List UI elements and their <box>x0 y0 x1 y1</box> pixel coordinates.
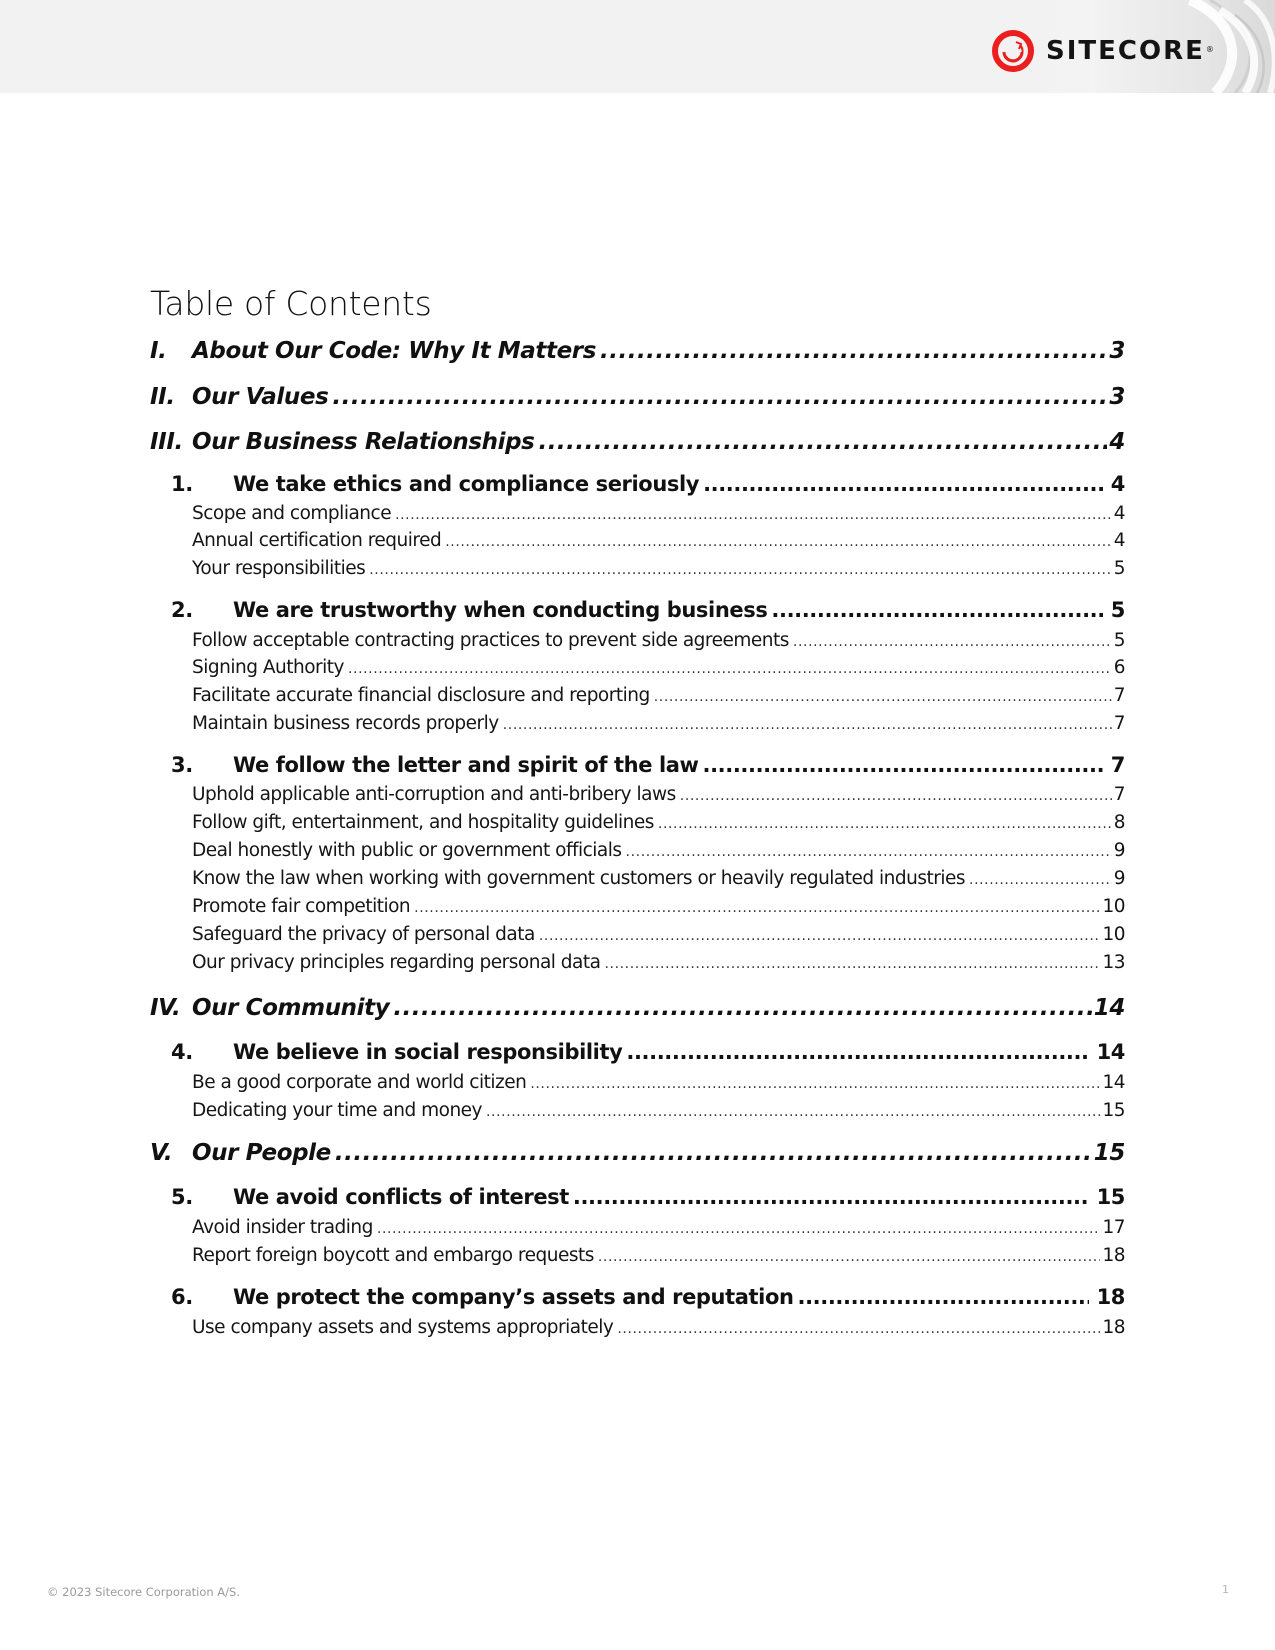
toc-entry-label[interactable]: Deal honestly with public or government officials <box>192 840 622 861</box>
toc-entry-label[interactable]: We believe in social responsibility <box>233 1040 623 1064</box>
toc-section-entry[interactable] <box>150 338 1125 364</box>
toc-chapter-entry[interactable] <box>150 1040 1125 1064</box>
toc-entry-page-number[interactable]: 5 <box>1113 558 1125 579</box>
toc-subsection-entry[interactable] <box>150 630 1125 651</box>
toc-entry-page-number[interactable]: 7 <box>1113 713 1125 734</box>
toc-entry-label[interactable]: Follow gift, entertainment, and hospitality guidelines <box>192 812 654 833</box>
toc-entry-label[interactable]: Our privacy principles regarding personal data <box>192 952 601 973</box>
toc-entry-label[interactable]: Know the law when working with government customers or heavily regulated industries <box>192 868 966 889</box>
toc-subsection-entry[interactable] <box>150 1217 1125 1238</box>
dot-leader <box>395 507 1112 523</box>
toc-entry-page-number[interactable]: 7 <box>1113 685 1125 706</box>
toc-entry-label[interactable]: Avoid insider trading <box>192 1217 373 1238</box>
toc-entry-label[interactable]: Promote fair competition <box>192 896 411 917</box>
dot-leader <box>377 1221 1101 1237</box>
toc-entry-label[interactable]: Dedicating your time and money <box>192 1100 482 1121</box>
toc-entry-label[interactable]: Your responsibilities <box>192 558 366 579</box>
toc-subsection-entry[interactable] <box>150 868 1125 889</box>
toc-chapter-entry[interactable] <box>150 753 1125 777</box>
toc-entry-number: 5. <box>171 1185 193 1209</box>
toc-section-entry[interactable] <box>150 995 1125 1021</box>
dot-leader <box>445 534 1111 550</box>
toc-entry-page-number[interactable]: 5 <box>1113 630 1125 651</box>
toc-entry-label[interactable]: Report foreign boycott and embargo requests <box>192 1245 594 1266</box>
toc-entry-number: 6. <box>171 1285 193 1309</box>
toc-entry-number: III. <box>150 429 183 455</box>
toc-section-entry[interactable] <box>150 1140 1125 1166</box>
toc-subsection-entry[interactable] <box>150 896 1125 917</box>
toc-entry-label[interactable]: Annual certification required <box>192 530 442 551</box>
toc-entry-page-number[interactable]: 14 <box>1102 1072 1125 1093</box>
toc-entry-label[interactable]: We protect the company’s assets and reputation <box>233 1285 794 1309</box>
toc-entry-number: 1. <box>171 472 193 496</box>
sitecore-logo-icon <box>992 30 1034 72</box>
dot-leader <box>598 1249 1101 1265</box>
toc-entry-number: I. <box>150 338 167 364</box>
toc-subsection-entry[interactable] <box>150 558 1125 579</box>
dot-leader <box>538 429 1107 455</box>
toc-entry-label[interactable]: Uphold applicable anti-corruption and anti-bribery laws <box>192 784 676 805</box>
sitecore-logo <box>992 29 1214 73</box>
sitecore-wordmark: SITECORE <box>1046 36 1205 66</box>
dot-leader <box>369 562 1111 578</box>
toc-entry-label[interactable]: Follow acceptable contracting practices to prevent side agreements <box>192 630 789 651</box>
toc-entry-page-number[interactable]: 18 <box>1102 1317 1125 1338</box>
toc-entry-page-number[interactable]: 10 <box>1102 924 1125 945</box>
toc-subsection-entry[interactable] <box>150 812 1125 833</box>
toc-entry-label[interactable]: Safeguard the privacy of personal data <box>192 924 535 945</box>
dot-leader <box>680 788 1112 804</box>
dot-leader <box>604 956 1100 972</box>
toc-chapter-entry[interactable] <box>150 472 1125 496</box>
toc-entry-label[interactable]: Be a good corporate and world citizen <box>192 1072 527 1093</box>
dot-leader <box>654 689 1112 705</box>
dot-leader <box>486 1104 1100 1120</box>
toc-entry-label[interactable]: Facilitate accurate financial disclosure and reporting <box>192 685 650 706</box>
dot-leader <box>617 1321 1100 1337</box>
toc-subsection-entry[interactable] <box>150 503 1125 524</box>
toc-entry-label[interactable]: About Our Code: Why It Matters <box>192 338 596 364</box>
dot-leader <box>798 1285 1089 1309</box>
dot-leader <box>539 928 1101 944</box>
toc-chapter-entry[interactable] <box>150 598 1125 622</box>
toc-entry-label[interactable]: We take ethics and compliance seriously <box>233 472 700 496</box>
toc-entry-page-number[interactable]: 4 <box>1109 429 1125 455</box>
dot-leader <box>658 816 1112 832</box>
toc-entry-number: II. <box>150 384 175 410</box>
toc-entry-number: 2. <box>171 598 193 622</box>
toc-subsection-entry[interactable] <box>150 840 1125 861</box>
toc-entry-page-number[interactable]: 4 <box>1113 503 1125 524</box>
page-title: Table of Contents <box>150 284 432 323</box>
dot-leader <box>393 995 1091 1021</box>
toc-entry-label[interactable]: Maintain business records properly <box>192 713 499 734</box>
toc-subsection-entry[interactable] <box>150 530 1125 551</box>
trademark-symbol: ® <box>1205 44 1214 54</box>
toc-entry-label[interactable]: Use company assets and systems appropriately <box>192 1317 614 1338</box>
toc-entry-page-number[interactable]: 4 <box>1110 472 1125 496</box>
toc-entry-label[interactable]: We avoid conflicts of interest <box>233 1185 569 1209</box>
toc-entry-page-number[interactable]: 7 <box>1110 753 1125 777</box>
page-header-band <box>0 0 1275 93</box>
toc-subsection-entry[interactable] <box>150 1100 1125 1121</box>
toc-chapter-entry[interactable] <box>150 1185 1125 1209</box>
toc-subsection-entry[interactable] <box>150 657 1125 678</box>
dot-leader <box>332 384 1107 410</box>
dot-leader <box>969 872 1112 888</box>
dot-leader <box>626 1040 1088 1064</box>
toc-entry-page-number[interactable]: 15 <box>1093 1140 1125 1166</box>
toc-entry-page-number[interactable]: 15 <box>1102 1100 1125 1121</box>
toc-entry-page-number[interactable]: 10 <box>1102 896 1125 917</box>
toc-subsection-entry[interactable] <box>150 1072 1125 1093</box>
dot-leader <box>703 472 1103 496</box>
toc-entry-page-number[interactable]: 15 <box>1096 1185 1125 1209</box>
toc-entry-number: 4. <box>171 1040 193 1064</box>
toc-entry-page-number[interactable]: 17 <box>1102 1217 1125 1238</box>
toc-entry-page-number[interactable]: 3 <box>1109 384 1125 410</box>
toc-subsection-entry[interactable] <box>150 1245 1125 1266</box>
toc-subsection-entry[interactable] <box>150 784 1125 805</box>
toc-entry-label[interactable]: Our Community <box>192 995 390 1021</box>
dot-leader <box>530 1076 1100 1092</box>
toc-entry-page-number[interactable]: 13 <box>1102 952 1125 973</box>
toc-entry-page-number[interactable]: 14 <box>1096 1040 1125 1064</box>
toc-section-entry[interactable] <box>150 429 1125 455</box>
toc-entry-number: IV. <box>150 995 181 1021</box>
toc-subsection-entry[interactable] <box>150 685 1125 706</box>
toc-entry-label[interactable]: We are trustworthy when conducting business <box>233 598 768 622</box>
dot-leader <box>771 598 1102 622</box>
toc-subsection-entry[interactable] <box>150 924 1125 945</box>
toc-entry-label[interactable]: Our Values <box>192 384 329 410</box>
toc-subsection-entry[interactable] <box>150 952 1125 973</box>
toc-entry-page-number[interactable]: 9 <box>1113 868 1125 889</box>
toc-entry-page-number[interactable]: 7 <box>1113 784 1125 805</box>
toc-entry-page-number[interactable]: 9 <box>1113 840 1125 861</box>
toc-entry-page-number[interactable]: 18 <box>1102 1245 1125 1266</box>
toc-entry-page-number[interactable]: 4 <box>1113 530 1125 551</box>
toc-entry-page-number[interactable]: 6 <box>1113 657 1125 678</box>
toc-entry-label[interactable]: Scope and compliance <box>192 503 392 524</box>
dot-leader <box>793 634 1112 650</box>
toc-entry-label[interactable]: Signing Authority <box>192 657 344 678</box>
dot-leader <box>348 661 1112 677</box>
footer-copyright: © 2023 Sitecore Corporation A/S. <box>47 1585 241 1599</box>
toc-entry-number: V. <box>150 1140 173 1166</box>
toc-entry-label[interactable]: We follow the letter and spirit of the law <box>233 753 699 777</box>
dot-leader <box>626 844 1112 860</box>
dot-leader <box>414 900 1100 916</box>
toc-entry-label[interactable]: Our Business Relationships <box>192 429 535 455</box>
toc-entry-page-number[interactable]: 18 <box>1096 1285 1125 1309</box>
toc-entry-page-number[interactable]: 8 <box>1113 812 1125 833</box>
toc-subsection-entry[interactable] <box>150 1317 1125 1338</box>
dot-leader <box>600 338 1107 364</box>
dot-leader <box>703 753 1103 777</box>
toc-entry-page-number[interactable]: 14 <box>1093 995 1125 1021</box>
toc-section-entry[interactable] <box>150 384 1125 410</box>
dot-leader <box>335 1140 1092 1166</box>
toc-entry-number: 3. <box>171 753 193 777</box>
dot-leader <box>503 717 1112 733</box>
toc-entry-page-number[interactable]: 3 <box>1109 338 1125 364</box>
footer-page-number: 1 <box>1222 1583 1229 1596</box>
toc-subsection-entry[interactable] <box>150 713 1125 734</box>
toc-entry-label[interactable]: Our People <box>192 1140 331 1166</box>
toc-chapter-entry[interactable] <box>150 1285 1125 1309</box>
dot-leader <box>573 1185 1089 1209</box>
toc-entry-page-number[interactable]: 5 <box>1110 598 1125 622</box>
